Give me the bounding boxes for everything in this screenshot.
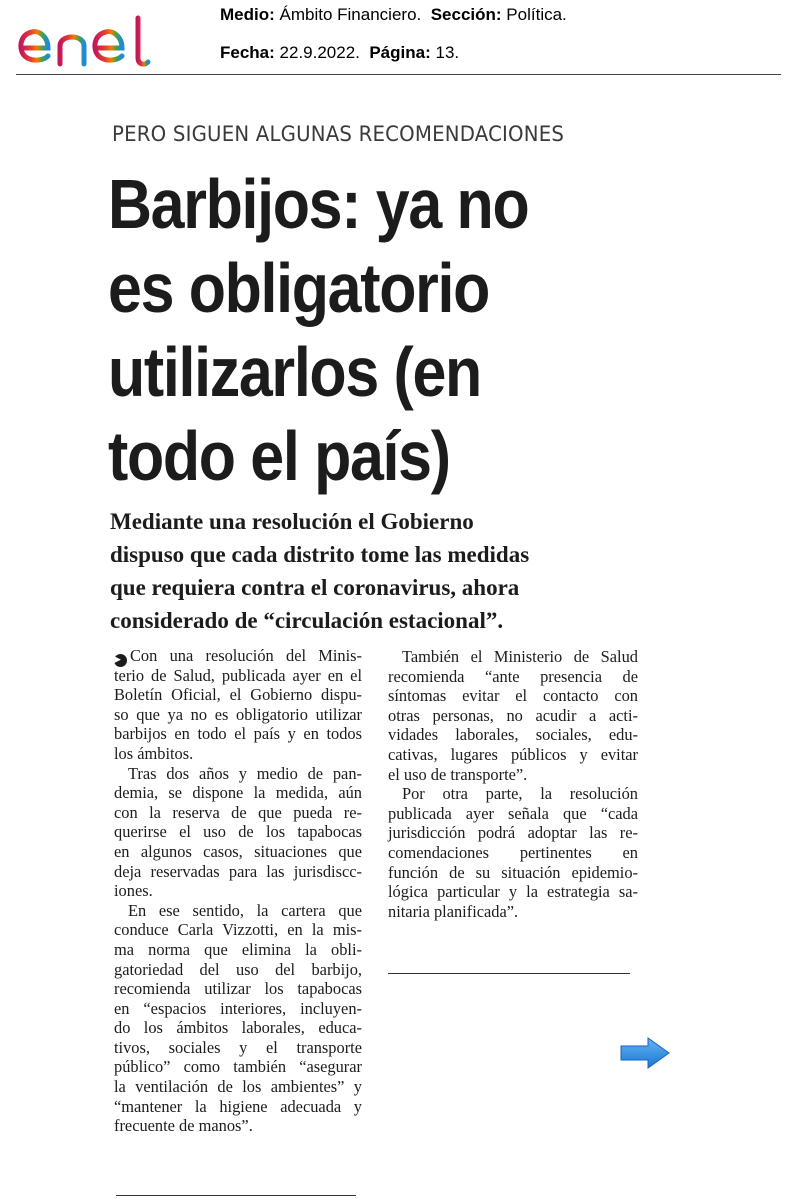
arrow-right-icon[interactable] — [618, 1035, 672, 1071]
fecha-value: 22.9.2022. — [279, 43, 360, 62]
header-divider — [16, 74, 781, 75]
pagina-label: Página: — [369, 43, 431, 62]
body-line: so que ya no es obligatorio utilizar — [114, 704, 362, 724]
body-line: frecuente de manos”. — [114, 1116, 253, 1136]
body-line: comendaciones pertinentes en — [388, 842, 638, 862]
body-line-text: Con una resolución del Minis- — [130, 646, 362, 665]
body-line: gatoriedad del uso del barbijo, — [114, 959, 362, 979]
body-line: También el Ministerio de Salud — [402, 647, 638, 666]
article-lead — [110, 505, 610, 637]
body-line: otras personas, no acudir a acti- — [388, 705, 638, 725]
enel-logo — [14, 8, 174, 70]
pagina-value: 13. — [435, 43, 460, 62]
body-line: Boletín Oficial, el Gobierno dispu- — [114, 685, 362, 705]
body-line: recomienda “ante presencia de — [388, 666, 638, 686]
medio-label: Medio: — [220, 5, 275, 24]
body-line: en “espacios interiores, incluyen- — [114, 998, 362, 1018]
fecha-label: Fecha: — [220, 43, 275, 62]
body-line: función de su situación epidemio- — [388, 862, 638, 882]
body-line: en algunos casos, situaciones que — [114, 841, 362, 861]
body-line: síntomas evitar el contacto con — [388, 686, 638, 706]
body-line: con la reserva de que pueda re- — [114, 802, 362, 822]
article-headline — [108, 162, 528, 498]
body-line: deja reservadas para las jurisdiscc- — [114, 861, 362, 881]
body-line: demia, se dispone la medida, aún — [114, 783, 362, 803]
headline-line: utilizarlos (en — [108, 333, 481, 411]
body-line: conduce Carla Vizzotti, en la mis- — [114, 920, 362, 940]
body-line: la ventilación de los ambientes” y — [114, 1077, 362, 1097]
lead-line: dispuso que cada distrito tome las medidas — [110, 542, 530, 567]
body-line: do los ámbitos laborales, educa- — [114, 1018, 362, 1038]
meta-line-fecha — [220, 43, 459, 63]
body-line: ma norma que elimina la obli- — [114, 939, 362, 959]
headline-line: es obligatorio — [108, 249, 490, 327]
body-line: el uso de transporte”. — [388, 764, 528, 784]
body-line: querirse el uso de los tapabocas — [114, 822, 362, 842]
headline-line: todo el país) — [108, 417, 450, 495]
article-kicker: PERO SIGUEN ALGUNAS RECOMENDACIONES — [112, 122, 565, 146]
body-line: terio de Salud, publicada ayer en el — [114, 665, 362, 685]
body-line: Por otra parte, la resolución — [402, 784, 638, 804]
body-line: jurisdicción podrá adoptar las re- — [388, 823, 638, 843]
column-1-end-rule — [116, 1195, 356, 1196]
body-line: publicada ayer señala que “cada — [388, 803, 638, 823]
body-line: nitaria planificada”. — [388, 901, 519, 921]
lead-line: que requiera contra el coronavirus, ahora — [110, 575, 520, 600]
body-line: cativas, lugares públicos y evitar — [388, 744, 638, 764]
body-line: Tras dos años y medio de pan- — [128, 763, 362, 783]
column-2-end-rule — [388, 973, 630, 974]
body-line: los ámbitos. — [114, 743, 194, 763]
medio-value: Ámbito Financiero. — [279, 5, 422, 24]
body-line — [114, 646, 362, 666]
headline-line: Barbijos: ya no — [108, 165, 529, 243]
lead-line: Mediante una resolución el Gobierno — [110, 509, 474, 534]
body-line: vidades laborales, sociales, edu- — [388, 725, 638, 745]
body-line: tivos, sociales y el transporte — [114, 1037, 362, 1057]
body-line: lógica particular y la estrategia sa- — [388, 882, 638, 902]
body-column-2 — [388, 647, 638, 921]
seccion-value: Política. — [506, 5, 567, 24]
body-line: público” como también “asegurar — [114, 1057, 362, 1077]
seccion-label: Sección: — [430, 5, 502, 24]
body-line: iones. — [114, 881, 153, 901]
body-column-1 — [114, 646, 362, 1136]
body-line: recomienda utilizar los tapabocas — [114, 979, 362, 999]
meta-line-medio — [220, 5, 567, 25]
play-circle-icon: ▶ — [114, 654, 127, 667]
body-line: “mantener la higiene adecuada y — [114, 1096, 362, 1116]
body-line: barbijos en todo el país y en todos — [114, 724, 362, 744]
lead-line: considerado de “circulación estacional”. — [110, 608, 504, 633]
body-line: En ese sentido, la cartera que — [128, 900, 362, 920]
